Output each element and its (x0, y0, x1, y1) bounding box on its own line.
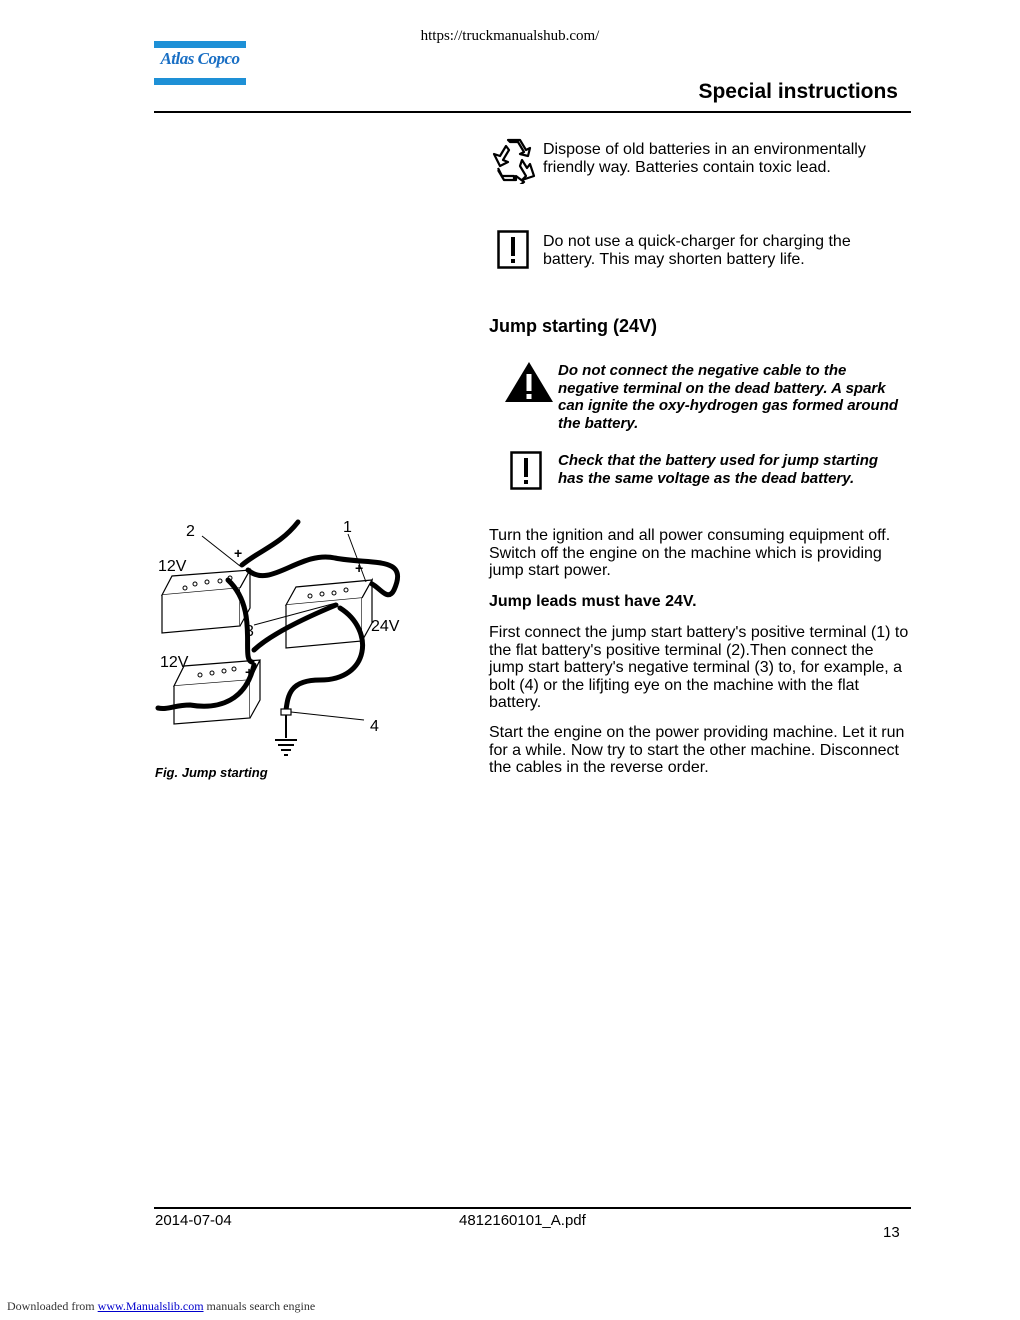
download-bar (7, 1299, 315, 1314)
recycle-note: Dispose of old batteries in an environmentally friendly way. Batteries contain toxic lead. (543, 141, 866, 176)
label-12v-top: 12V (158, 558, 187, 575)
source-url: https://truckmanualshub.com/ (420, 28, 600, 44)
logo-text: Atlas Copco (160, 49, 240, 68)
footer-date: 2014-07-04 (155, 1212, 232, 1229)
paragraph-connect: First connect the jump start battery's positive terminal (1) to the flat battery's positive terminal (2).Then connect the jump start battery's negative terminal (3) to, for example, a bolt (4) or the lifjting eye on the machine with the flat battery. (489, 624, 909, 711)
exclamation-box-icon (510, 451, 542, 491)
jump-starting-figure (150, 510, 440, 765)
footer-rule (154, 1207, 911, 1209)
label-12v-bottom: 12V (160, 654, 189, 671)
warning-text: Do not connect the negative cable to the negative terminal on the dead battery. A spark can ignite the oxy-hydrogen gas formed around the battery. (558, 362, 899, 432)
label-24v: 24V (371, 618, 400, 635)
quick-charger-note: Do not use a quick-charger for charging the battery. This may shorten battery life. (543, 233, 851, 268)
paragraph-ignition: Turn the ignition and all power consuming equipment off. Switch off the engine on the machine which is providing jump start power. (489, 527, 891, 579)
caution-text: Check that the battery used for jump starting has the same voltage as the dead battery. (558, 452, 879, 487)
footer-filename: 4812160101_A.pdf (459, 1212, 586, 1229)
header-rule (154, 111, 911, 113)
paragraph-jump-leads: Jump leads must have 24V. (489, 593, 697, 610)
company-logo (154, 41, 246, 87)
section-title: Special instructions (698, 80, 898, 103)
plus-label: + (245, 664, 254, 680)
warning-triangle-icon (503, 360, 555, 404)
figure-caption: Fig. Jump starting (155, 765, 268, 780)
page-number: 13 (883, 1224, 900, 1241)
download-suffix: manuals search engine (206, 1299, 316, 1313)
recycle-icon (490, 136, 538, 184)
plus-label: + (234, 545, 243, 561)
exclamation-box-icon (497, 230, 529, 270)
manualslib-link[interactable]: www.Manualslib.com (97, 1299, 204, 1313)
paragraph-start-engine: Start the engine on the power providing machine. Let it run for a while. Now try to start the other machine. Disconnect the cables in the reverse order. (489, 724, 905, 776)
label-3: 3 (245, 623, 254, 640)
label-1: 1 (343, 519, 352, 536)
label-2: 2 (186, 523, 195, 540)
jump-starting-heading: Jump starting (24V) (489, 316, 658, 336)
label-4: 4 (370, 718, 379, 735)
download-prefix: Downloaded from (7, 1299, 95, 1313)
plus-label: + (355, 560, 364, 576)
